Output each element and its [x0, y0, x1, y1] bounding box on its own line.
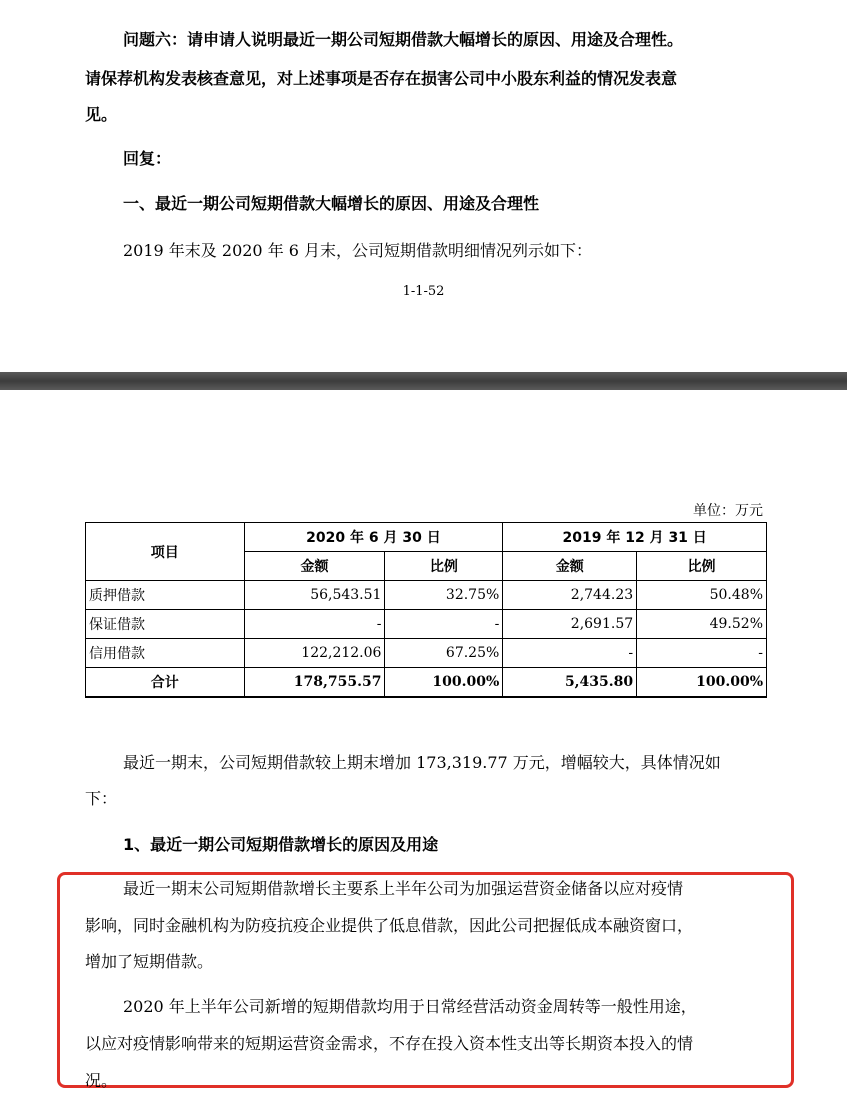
header-amount: 金额	[503, 552, 637, 581]
row-ratio-2019: 49.52%	[637, 610, 767, 639]
row-amount-2019: 2,691.57	[503, 610, 637, 639]
page-separator	[0, 372, 847, 390]
row-amount-2020: -	[244, 610, 385, 639]
document-page-top	[0, 0, 847, 372]
row-ratio-2019: -	[637, 639, 767, 668]
paragraph-b-line-3: 增加了短期借款。	[85, 952, 214, 971]
section-heading-1: 一、最近一期公司短期借款大幅增长的原因、用途及合理性	[123, 194, 540, 213]
reply-label: 回复：	[123, 149, 172, 168]
short-term-loan-table	[85, 522, 767, 698]
header-period-2019: 2019 年 12 月 31 日	[503, 523, 767, 552]
question-line-1: 问题六：请申请人说明最近一期公司短期借款大幅增长的原因、用途及合理性。	[123, 30, 684, 49]
unit-label: 单位：万元	[693, 503, 763, 519]
row-item: 保证借款	[86, 610, 245, 639]
question-line-3: 见。	[85, 105, 118, 124]
table-total-row	[86, 668, 767, 698]
document-page-bottom	[0, 390, 847, 1099]
total-amount-2019: 5,435.80	[503, 668, 637, 698]
paragraph-b-line-1: 最近一期末公司短期借款增长主要系上半年公司为加强运营资金储备以应对疫情	[123, 879, 684, 898]
paragraph-a-line-2: 下：	[85, 789, 118, 808]
total-amount-2020: 178,755.57	[244, 668, 385, 698]
paragraph-c-line-1: 2020 年上半年公司新增的短期借款均用于日常经营活动资金周转等一般性用途，	[123, 997, 697, 1016]
row-amount-2019: 2,744.23	[503, 581, 637, 610]
sub-heading-1: 1、最近一期公司短期借款增长的原因及用途	[123, 835, 439, 854]
row-ratio-2020: -	[385, 610, 503, 639]
table-row	[86, 581, 767, 610]
table-row	[86, 610, 767, 639]
paragraph-a-line-1: 最近一期末，公司短期借款较上期末增加 173,319.77 万元，增幅较大，具体情况如	[123, 753, 721, 772]
row-ratio-2020: 32.75%	[385, 581, 503, 610]
table-row	[86, 639, 767, 668]
row-item: 质押借款	[86, 581, 245, 610]
header-period-2020: 2020 年 6 月 30 日	[244, 523, 503, 552]
table-intro-text: 2019 年末及 2020 年 6 月末，公司短期借款明细情况列示如下：	[123, 241, 593, 260]
question-line-2: 请保荐机构发表核查意见，对上述事项是否存在损害公司中小股东利益的情况发表意	[85, 69, 678, 88]
total-ratio-2019: 100.00%	[637, 668, 767, 698]
row-ratio-2020: 67.25%	[385, 639, 503, 668]
total-label: 合计	[86, 668, 245, 698]
header-item: 项目	[86, 523, 245, 581]
row-amount-2020: 56,543.51	[244, 581, 385, 610]
paragraph-c-line-2: 以应对疫情影响带来的短期运营资金需求，不存在投入资本性支出等长期资本投入的情	[85, 1034, 694, 1053]
paragraph-b-line-2: 影响，同时金融机构为防疫抗疫企业提供了低息借款，因此公司把握低成本融资窗口，	[85, 916, 694, 935]
paragraph-c-line-3: 况。	[85, 1071, 118, 1090]
header-ratio: 比例	[637, 552, 767, 581]
row-item: 信用借款	[86, 639, 245, 668]
total-ratio-2020: 100.00%	[385, 668, 503, 698]
header-ratio: 比例	[385, 552, 503, 581]
table-header-row	[86, 523, 767, 552]
row-amount-2019: -	[503, 639, 637, 668]
highlight-box	[57, 872, 794, 1088]
row-amount-2020: 122,212.06	[244, 639, 385, 668]
row-ratio-2019: 50.48%	[637, 581, 767, 610]
page-number: 1-1-52	[402, 284, 445, 299]
header-amount: 金额	[244, 552, 385, 581]
